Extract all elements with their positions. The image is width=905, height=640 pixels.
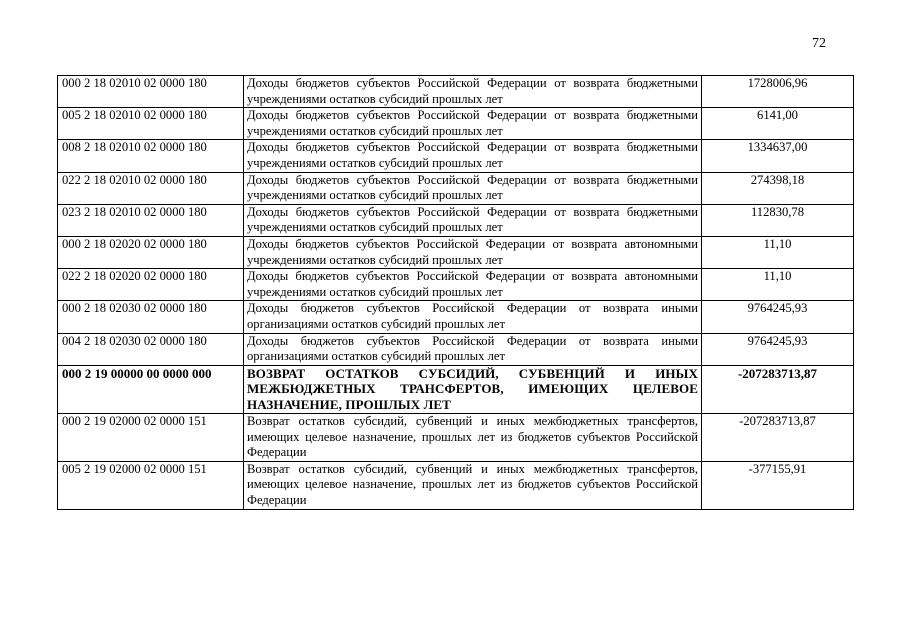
table-row <box>58 333 854 365</box>
income-description: ВОЗВРАТ ОСТАТКОВ СУБСИДИЙ, СУБВЕНЦИЙ И ИНЫХ МЕЖБЮДЖЕТНЫХ ТРАНСФЕРТОВ, ИМЕЮЩИХ ЦЕЛЕВОЕ НАЗНАЧЕНИЕ, ПРОШЛЫХ ЛЕТ <box>244 365 702 413</box>
table-row <box>58 108 854 140</box>
income-description: Доходы бюджетов субъектов Российской Федерации от возврата бюджетными учреждениями остатков субсидий прошлых лет <box>244 108 702 140</box>
budget-table <box>57 75 854 510</box>
amount-value: 11,10 <box>702 236 854 268</box>
amount-value: 9764245,93 <box>702 333 854 365</box>
amount-value: 6141,00 <box>702 108 854 140</box>
income-description: Доходы бюджетов субъектов Российской Федерации от возврата автономными учреждениями остатков субсидий прошлых лет <box>244 269 702 301</box>
table-row <box>58 140 854 172</box>
amount-value: 1728006,96 <box>702 76 854 108</box>
income-description: Доходы бюджетов субъектов Российской Федерации от возврата иными организациями остатков субсидий прошлых лет <box>244 333 702 365</box>
classification-code: 008 2 18 02010 02 0000 180 <box>58 140 244 172</box>
table-row <box>58 236 854 268</box>
amount-value: 9764245,93 <box>702 301 854 333</box>
table-row <box>58 269 854 301</box>
income-description: Доходы бюджетов субъектов Российской Федерации от возврата бюджетными учреждениями остатков субсидий прошлых лет <box>244 172 702 204</box>
classification-code: 022 2 18 02010 02 0000 180 <box>58 172 244 204</box>
income-description: Доходы бюджетов субъектов Российской Федерации от возврата иными организациями остатков субсидий прошлых лет <box>244 301 702 333</box>
income-description: Доходы бюджетов субъектов Российской Федерации от возврата бюджетными учреждениями остатков субсидий прошлых лет <box>244 76 702 108</box>
classification-code: 005 2 18 02010 02 0000 180 <box>58 108 244 140</box>
income-description: Доходы бюджетов субъектов Российской Федерации от возврата автономными учреждениями остатков субсидий прошлых лет <box>244 236 702 268</box>
amount-value: 11,10 <box>702 269 854 301</box>
income-description: Возврат остатков субсидий, субвенций и иных межбюджетных трансфертов, имеющих целевое назначение, прошлых лет из бюджетов субъектов Российской Федерации <box>244 414 702 462</box>
amount-value: -207283713,87 <box>702 414 854 462</box>
table-row <box>58 76 854 108</box>
classification-code: 000 2 19 00000 00 0000 000 <box>58 365 244 413</box>
income-description: Возврат остатков субсидий, субвенций и иных межбюджетных трансфертов, имеющих целевое назначение, прошлых лет из бюджетов субъектов Российской Федерации <box>244 461 702 509</box>
classification-code: 000 2 19 02000 02 0000 151 <box>58 414 244 462</box>
table-row <box>58 461 854 509</box>
table-row <box>58 172 854 204</box>
classification-code: 022 2 18 02020 02 0000 180 <box>58 269 244 301</box>
classification-code: 023 2 18 02010 02 0000 180 <box>58 204 244 236</box>
income-description: Доходы бюджетов субъектов Российской Федерации от возврата бюджетными учреждениями остатков субсидий прошлых лет <box>244 204 702 236</box>
classification-code: 000 2 18 02030 02 0000 180 <box>58 301 244 333</box>
income-description: Доходы бюджетов субъектов Российской Федерации от возврата бюджетными учреждениями остатков субсидий прошлых лет <box>244 140 702 172</box>
classification-code: 005 2 19 02000 02 0000 151 <box>58 461 244 509</box>
table-row <box>58 365 854 413</box>
amount-value: -377155,91 <box>702 461 854 509</box>
table-row <box>58 204 854 236</box>
amount-value: 112830,78 <box>702 204 854 236</box>
page-number: 72 <box>812 36 826 51</box>
amount-value: 274398,18 <box>702 172 854 204</box>
amount-value: 1334637,00 <box>702 140 854 172</box>
table-row <box>58 301 854 333</box>
amount-value: -207283713,87 <box>702 365 854 413</box>
budget-table-body <box>58 76 854 510</box>
table-row <box>58 414 854 462</box>
classification-code: 004 2 18 02030 02 0000 180 <box>58 333 244 365</box>
classification-code: 000 2 18 02010 02 0000 180 <box>58 76 244 108</box>
classification-code: 000 2 18 02020 02 0000 180 <box>58 236 244 268</box>
